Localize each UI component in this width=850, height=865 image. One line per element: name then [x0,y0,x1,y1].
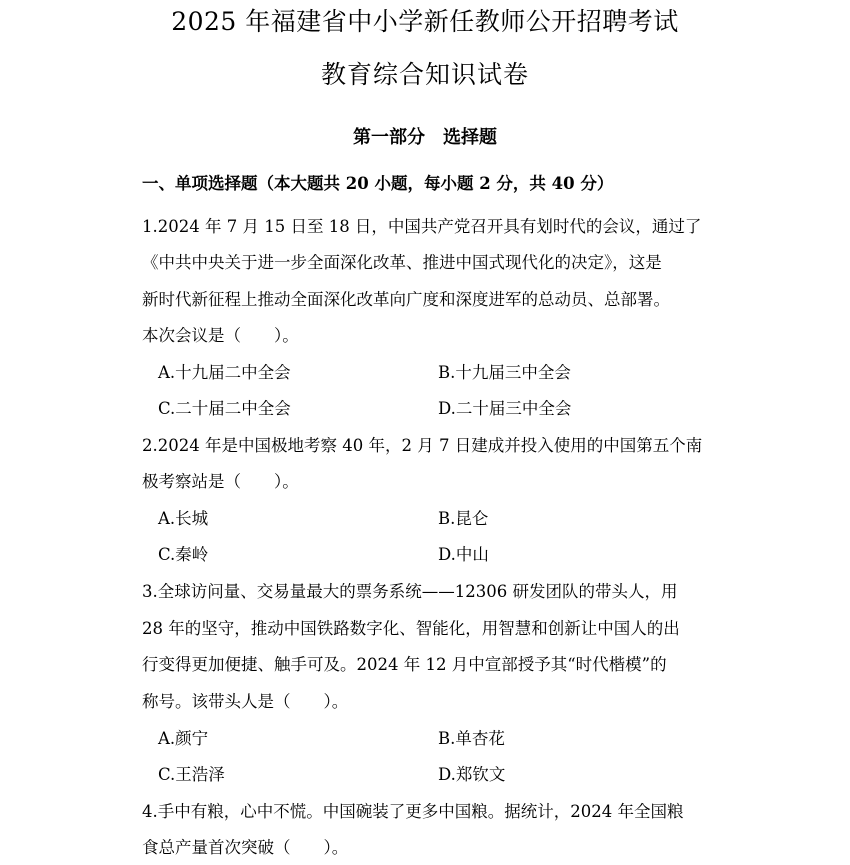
section-title: 一、单项选择题（本大题共 20 小题，每小题 2 分，共 40 分） [142,174,614,193]
exam-subtitle: 教育综合知识试卷 [320,60,529,89]
question-3-line-3: 行变得更加便捷、触手可及。2024 年 12 月中宣部授予其“时代楷模”的 [142,655,667,674]
question-1-line-2: 《中共中央关于进一步全面深化改革、推进中国式现代化的决定》，这是 [142,253,662,272]
question-1-option-b: B.十九届三中全会 [438,363,571,382]
question-2-option-b: B.昆仑 [438,509,489,528]
question-2-line-1: 2.2024 年是中国极地考察 40 年，2 月 7 日建成并投入使用的中国第五个南 [142,436,703,455]
question-1-option-d: D.二十届三中全会 [438,399,572,418]
question-3-line-1: 3.全球访问量、交易量最大的票务系统——12306 研发团队的带头人，用 [142,582,678,601]
question-1-line-4: 本次会议是（ ）。 [142,326,299,345]
question-2-option-c: C.秦岭 [158,545,209,564]
question-2-option-a: A.长城 [158,509,209,528]
question-4-line-2: 食总产量首次突破（ ）。 [142,838,349,857]
question-1-line-3: 新时代新征程上推动全面深化改革向广度和深度进军的总动员、总部署。 [142,290,670,309]
question-4-line-1: 4.手中有粮，心中不慌。中国碗装了更多中国粮。据统计，2024 年全国粮 [142,802,684,821]
question-3-option-d: D.郑钦文 [438,765,506,784]
question-3-line-2: 28 年的坚守，推动中国铁路数字化、智能化，用智慧和创新让中国人的出 [142,619,680,638]
question-1-option-c: C.二十届二中全会 [158,399,291,418]
question-3-option-a: A.颜宁 [158,729,209,748]
question-3-option-b: B.单杏花 [438,729,505,748]
part-title: 第一部分 选择题 [353,127,497,148]
question-3-option-c: C.王浩泽 [158,765,225,784]
question-1-option-a: A.十九届二中全会 [158,363,291,382]
exam-title: 2025 年福建省中小学新任教师公开招聘考试 [171,7,679,36]
question-1-line-1: 1.2024 年 7 月 15 日至 18 日，中国共产党召开具有划时代的会议，通过了 [142,217,702,236]
question-2-option-d: D.中山 [438,545,489,564]
question-2-line-2: 极考察站是（ ）。 [142,472,299,491]
question-3-line-4: 称号。该带头人是（ ）。 [142,692,349,711]
